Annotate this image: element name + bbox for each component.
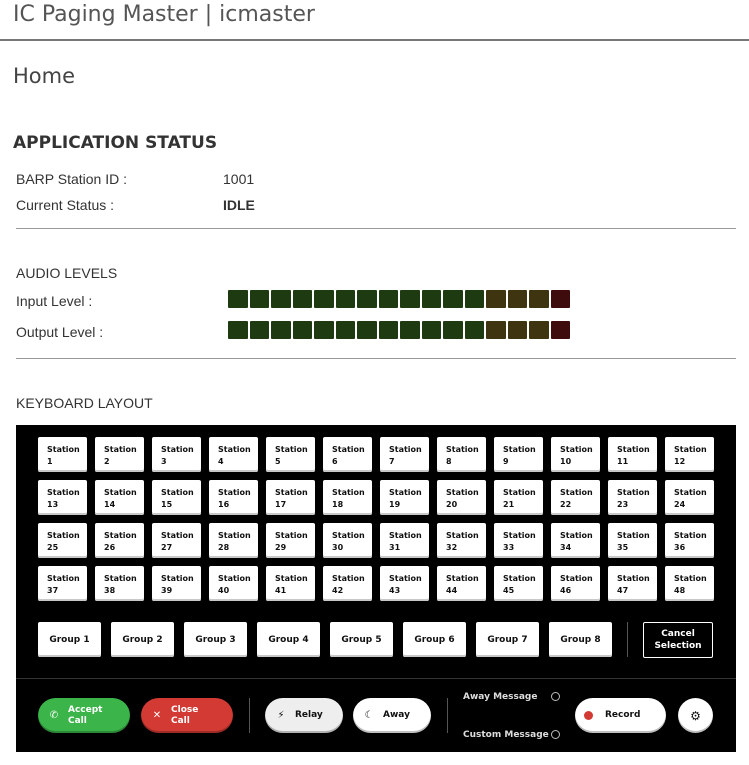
station-button-17[interactable] — [266, 480, 315, 515]
station-button-38[interactable] — [95, 566, 144, 601]
station-button-7[interactable] — [380, 437, 429, 472]
station-number: 36 — [674, 543, 686, 552]
station-button-2[interactable] — [95, 437, 144, 472]
station-word: Station — [389, 445, 422, 454]
station-number: 1 — [47, 457, 53, 466]
station-button-30[interactable] — [323, 523, 372, 558]
output-level-label: Output Level : — [16, 324, 104, 340]
settings-button[interactable] — [678, 698, 713, 733]
station-word: Station — [560, 531, 593, 540]
station-button-45[interactable] — [494, 566, 543, 601]
input-meter-segment — [422, 290, 442, 308]
output-meter-segment — [293, 321, 313, 339]
lightning-icon: ⚡ — [277, 710, 285, 721]
output-meter-segment — [271, 321, 291, 339]
output-meter-segment — [508, 321, 528, 339]
station-word: Station — [104, 488, 137, 497]
group-button-4[interactable]: Group 4 — [257, 622, 320, 657]
station-word: Station — [560, 488, 593, 497]
station-button-34[interactable] — [551, 523, 600, 558]
station-word: Station — [161, 445, 194, 454]
station-number: 34 — [560, 543, 572, 552]
station-button-29[interactable] — [266, 523, 315, 558]
station-number: 33 — [503, 543, 515, 552]
station-word: Station — [560, 445, 593, 454]
station-button-9[interactable] — [494, 437, 543, 472]
station-button-37[interactable] — [38, 566, 87, 601]
input-meter-segment — [250, 290, 270, 308]
input-meter-segment — [336, 290, 356, 308]
station-word: Station — [503, 488, 536, 497]
input-meter-segment — [465, 290, 485, 308]
station-id-label: BARP Station ID : — [16, 171, 128, 187]
input-meter-segment — [293, 290, 313, 308]
moon-icon: ☾ — [364, 710, 374, 721]
output-meter-segment — [314, 321, 334, 339]
keyboard-panel — [16, 425, 736, 752]
station-word: Station — [104, 445, 137, 454]
audio-divider — [16, 358, 736, 359]
station-button-43[interactable] — [380, 566, 429, 601]
station-number: 46 — [560, 586, 572, 595]
station-button-11[interactable] — [608, 437, 657, 472]
accept-label-line1: Accept — [68, 704, 103, 715]
station-word: Station — [275, 445, 308, 454]
station-word: Station — [275, 488, 308, 497]
page-title: Home — [13, 64, 76, 88]
station-button-21[interactable] — [494, 480, 543, 515]
station-word: Station — [332, 574, 365, 583]
station-word: Station — [47, 488, 80, 497]
station-number: 2 — [104, 457, 110, 466]
station-button-10[interactable] — [551, 437, 600, 472]
station-number: 22 — [560, 500, 572, 509]
away-button[interactable] — [353, 698, 431, 733]
application-status-heading: APPLICATION STATUS — [13, 133, 218, 153]
station-word: Station — [446, 488, 479, 497]
station-button-12[interactable] — [665, 437, 714, 472]
output-meter-segment — [336, 321, 356, 339]
input-meter-segment — [357, 290, 377, 308]
close-label-line1: Close — [171, 704, 199, 715]
station-word: Station — [674, 445, 707, 454]
station-word: Station — [218, 488, 251, 497]
group-button-7[interactable]: Group 7 — [476, 622, 539, 657]
station-word: Station — [218, 445, 251, 454]
station-button-20[interactable] — [437, 480, 486, 515]
station-number: 48 — [674, 586, 686, 595]
output-meter-segment — [228, 321, 248, 339]
station-word: Station — [446, 531, 479, 540]
accept-call-button[interactable] — [38, 698, 130, 733]
station-button-13[interactable] — [38, 480, 87, 515]
relay-label: Relay — [295, 710, 323, 720]
station-word: Station — [218, 531, 251, 540]
station-number: 14 — [104, 500, 116, 509]
station-grid — [38, 437, 714, 601]
input-level-label: Input Level : — [16, 293, 93, 309]
station-number: 42 — [332, 586, 344, 595]
cancel-label-line1: Cancel — [661, 629, 695, 639]
away-message-radio[interactable] — [551, 692, 560, 701]
output-meter-segment — [551, 321, 571, 339]
group-button-3[interactable]: Group 3 — [184, 622, 247, 657]
station-word: Station — [617, 445, 650, 454]
cancel-divider — [627, 622, 628, 657]
station-number: 44 — [446, 586, 458, 595]
station-word: Station — [389, 531, 422, 540]
station-number: 35 — [617, 543, 629, 552]
station-button-5[interactable] — [266, 437, 315, 472]
station-number: 7 — [389, 457, 395, 466]
station-number: 23 — [617, 500, 629, 509]
station-button-16[interactable] — [209, 480, 258, 515]
station-button-40[interactable] — [209, 566, 258, 601]
input-meter-segment — [314, 290, 334, 308]
input-meter-segment — [228, 290, 248, 308]
group-button-2[interactable]: Group 2 — [111, 622, 174, 657]
station-number: 12 — [674, 457, 686, 466]
cancel-selection-button[interactable] — [643, 622, 713, 658]
station-number: 15 — [161, 500, 173, 509]
controls-divider — [16, 678, 736, 679]
group-row — [38, 622, 612, 657]
station-word: Station — [161, 574, 194, 583]
station-word: Station — [503, 445, 536, 454]
station-button-36[interactable] — [665, 523, 714, 558]
input-meter-segment — [508, 290, 528, 308]
phone-icon: ✆ — [49, 710, 59, 721]
station-button-46[interactable] — [551, 566, 600, 601]
station-number: 13 — [47, 500, 59, 509]
away-label: Away — [383, 710, 410, 720]
station-number: 11 — [617, 457, 629, 466]
station-button-3[interactable] — [152, 437, 201, 472]
station-button-28[interactable] — [209, 523, 258, 558]
app-title: IC Paging Master | icmaster — [13, 2, 315, 27]
output-meter-segment — [529, 321, 549, 339]
station-number: 47 — [617, 586, 629, 595]
output-meter-segment — [250, 321, 270, 339]
station-number: 27 — [161, 543, 173, 552]
custom-message-radio[interactable] — [551, 730, 560, 739]
station-word: Station — [332, 445, 365, 454]
input-meter-segment — [379, 290, 399, 308]
output-meter-segment — [379, 321, 399, 339]
station-word: Station — [275, 574, 308, 583]
status-divider — [16, 228, 736, 229]
station-word: Station — [503, 531, 536, 540]
station-number: 16 — [218, 500, 230, 509]
output-meter-segment — [422, 321, 442, 339]
station-button-15[interactable] — [152, 480, 201, 515]
station-button-39[interactable] — [152, 566, 201, 601]
station-number: 6 — [332, 457, 338, 466]
station-number: 21 — [503, 500, 515, 509]
custom-message-label: Custom Message — [463, 730, 549, 740]
station-word: Station — [161, 488, 194, 497]
station-button-8[interactable] — [437, 437, 486, 472]
station-word: Station — [275, 531, 308, 540]
input-meter-segment — [551, 290, 571, 308]
station-button-19[interactable] — [380, 480, 429, 515]
close-label-line2: Call — [171, 715, 190, 726]
call-divider — [249, 698, 250, 733]
current-status-label: Current Status : — [16, 197, 115, 213]
station-button-18[interactable] — [323, 480, 372, 515]
station-number: 25 — [47, 543, 59, 552]
station-number: 29 — [275, 543, 287, 552]
station-number: 26 — [104, 543, 116, 552]
station-number: 19 — [389, 500, 401, 509]
away-message-label: Away Message — [463, 692, 538, 702]
station-word: Station — [47, 574, 80, 583]
accept-label-line2: Call — [68, 715, 87, 726]
group-button-6[interactable]: Group 6 — [403, 622, 466, 657]
station-word: Station — [674, 531, 707, 540]
output-level-meter — [228, 321, 570, 339]
station-number: 5 — [275, 457, 281, 466]
station-button-24[interactable] — [665, 480, 714, 515]
input-meter-segment — [529, 290, 549, 308]
station-button-32[interactable] — [437, 523, 486, 558]
station-button-41[interactable] — [266, 566, 315, 601]
station-button-33[interactable] — [494, 523, 543, 558]
station-number: 40 — [218, 586, 230, 595]
station-word: Station — [47, 445, 80, 454]
station-number: 17 — [275, 500, 287, 509]
station-word: Station — [446, 445, 479, 454]
station-word: Station — [617, 574, 650, 583]
station-word: Station — [389, 574, 422, 583]
station-button-42[interactable] — [323, 566, 372, 601]
station-number: 31 — [389, 543, 401, 552]
input-meter-segment — [400, 290, 420, 308]
station-word: Station — [674, 488, 707, 497]
record-button[interactable] — [575, 698, 666, 733]
station-word: Station — [218, 574, 251, 583]
station-id-value: 1001 — [223, 171, 255, 187]
input-level-meter — [228, 290, 570, 308]
station-number: 45 — [503, 586, 515, 595]
station-word: Station — [503, 574, 536, 583]
station-button-14[interactable] — [95, 480, 144, 515]
station-number: 39 — [161, 586, 173, 595]
station-button-22[interactable] — [551, 480, 600, 515]
station-button-6[interactable] — [323, 437, 372, 472]
record-label: Record — [605, 710, 641, 720]
station-word: Station — [332, 531, 365, 540]
hangup-icon: ✕ — [152, 710, 162, 721]
station-number: 38 — [104, 586, 116, 595]
station-word: Station — [617, 488, 650, 497]
group-button-5[interactable]: Group 5 — [330, 622, 393, 657]
cancel-label-line2: Selection — [654, 641, 702, 651]
station-button-25[interactable] — [38, 523, 87, 558]
station-button-47[interactable] — [608, 566, 657, 601]
station-word: Station — [617, 531, 650, 540]
input-meter-segment — [486, 290, 506, 308]
output-meter-segment — [443, 321, 463, 339]
station-button-48[interactable] — [665, 566, 714, 601]
station-number: 30 — [332, 543, 344, 552]
station-button-4[interactable] — [209, 437, 258, 472]
message-divider — [447, 698, 448, 733]
output-meter-segment — [400, 321, 420, 339]
station-word: Station — [104, 574, 137, 583]
station-word: Station — [161, 531, 194, 540]
keyboard-layout-heading: KEYBOARD LAYOUT — [16, 395, 153, 411]
station-button-26[interactable] — [95, 523, 144, 558]
station-button-27[interactable] — [152, 523, 201, 558]
record-dot-icon — [584, 711, 593, 720]
station-number: 37 — [47, 586, 59, 595]
title-divider — [0, 39, 749, 41]
current-status-value: IDLE — [223, 197, 255, 213]
station-button-1[interactable] — [38, 437, 87, 472]
station-number: 41 — [275, 586, 287, 595]
station-button-31[interactable] — [380, 523, 429, 558]
gear-icon: ⚙ — [690, 708, 701, 723]
station-number: 3 — [161, 457, 167, 466]
station-word: Station — [446, 574, 479, 583]
station-word: Station — [674, 574, 707, 583]
station-number: 4 — [218, 457, 224, 466]
station-number: 24 — [674, 500, 686, 509]
station-number: 43 — [389, 586, 401, 595]
output-meter-segment — [465, 321, 485, 339]
group-button-8[interactable]: Group 8 — [549, 622, 612, 657]
output-meter-segment — [486, 321, 506, 339]
station-number: 18 — [332, 500, 344, 509]
station-word: Station — [47, 531, 80, 540]
station-button-35[interactable] — [608, 523, 657, 558]
station-number: 9 — [503, 457, 509, 466]
input-meter-segment — [443, 290, 463, 308]
station-number: 8 — [446, 457, 452, 466]
output-meter-segment — [357, 321, 377, 339]
station-number: 32 — [446, 543, 458, 552]
station-number: 28 — [218, 543, 230, 552]
station-word: Station — [104, 531, 137, 540]
station-word: Station — [332, 488, 365, 497]
close-call-button[interactable] — [141, 698, 233, 733]
station-number: 20 — [446, 500, 458, 509]
station-word: Station — [560, 574, 593, 583]
input-meter-segment — [271, 290, 291, 308]
relay-button[interactable] — [265, 698, 343, 733]
group-button-1[interactable]: Group 1 — [38, 622, 101, 657]
audio-levels-heading: AUDIO LEVELS — [16, 265, 118, 281]
station-button-23[interactable] — [608, 480, 657, 515]
station-button-44[interactable] — [437, 566, 486, 601]
station-word: Station — [389, 488, 422, 497]
station-number: 10 — [560, 457, 572, 466]
